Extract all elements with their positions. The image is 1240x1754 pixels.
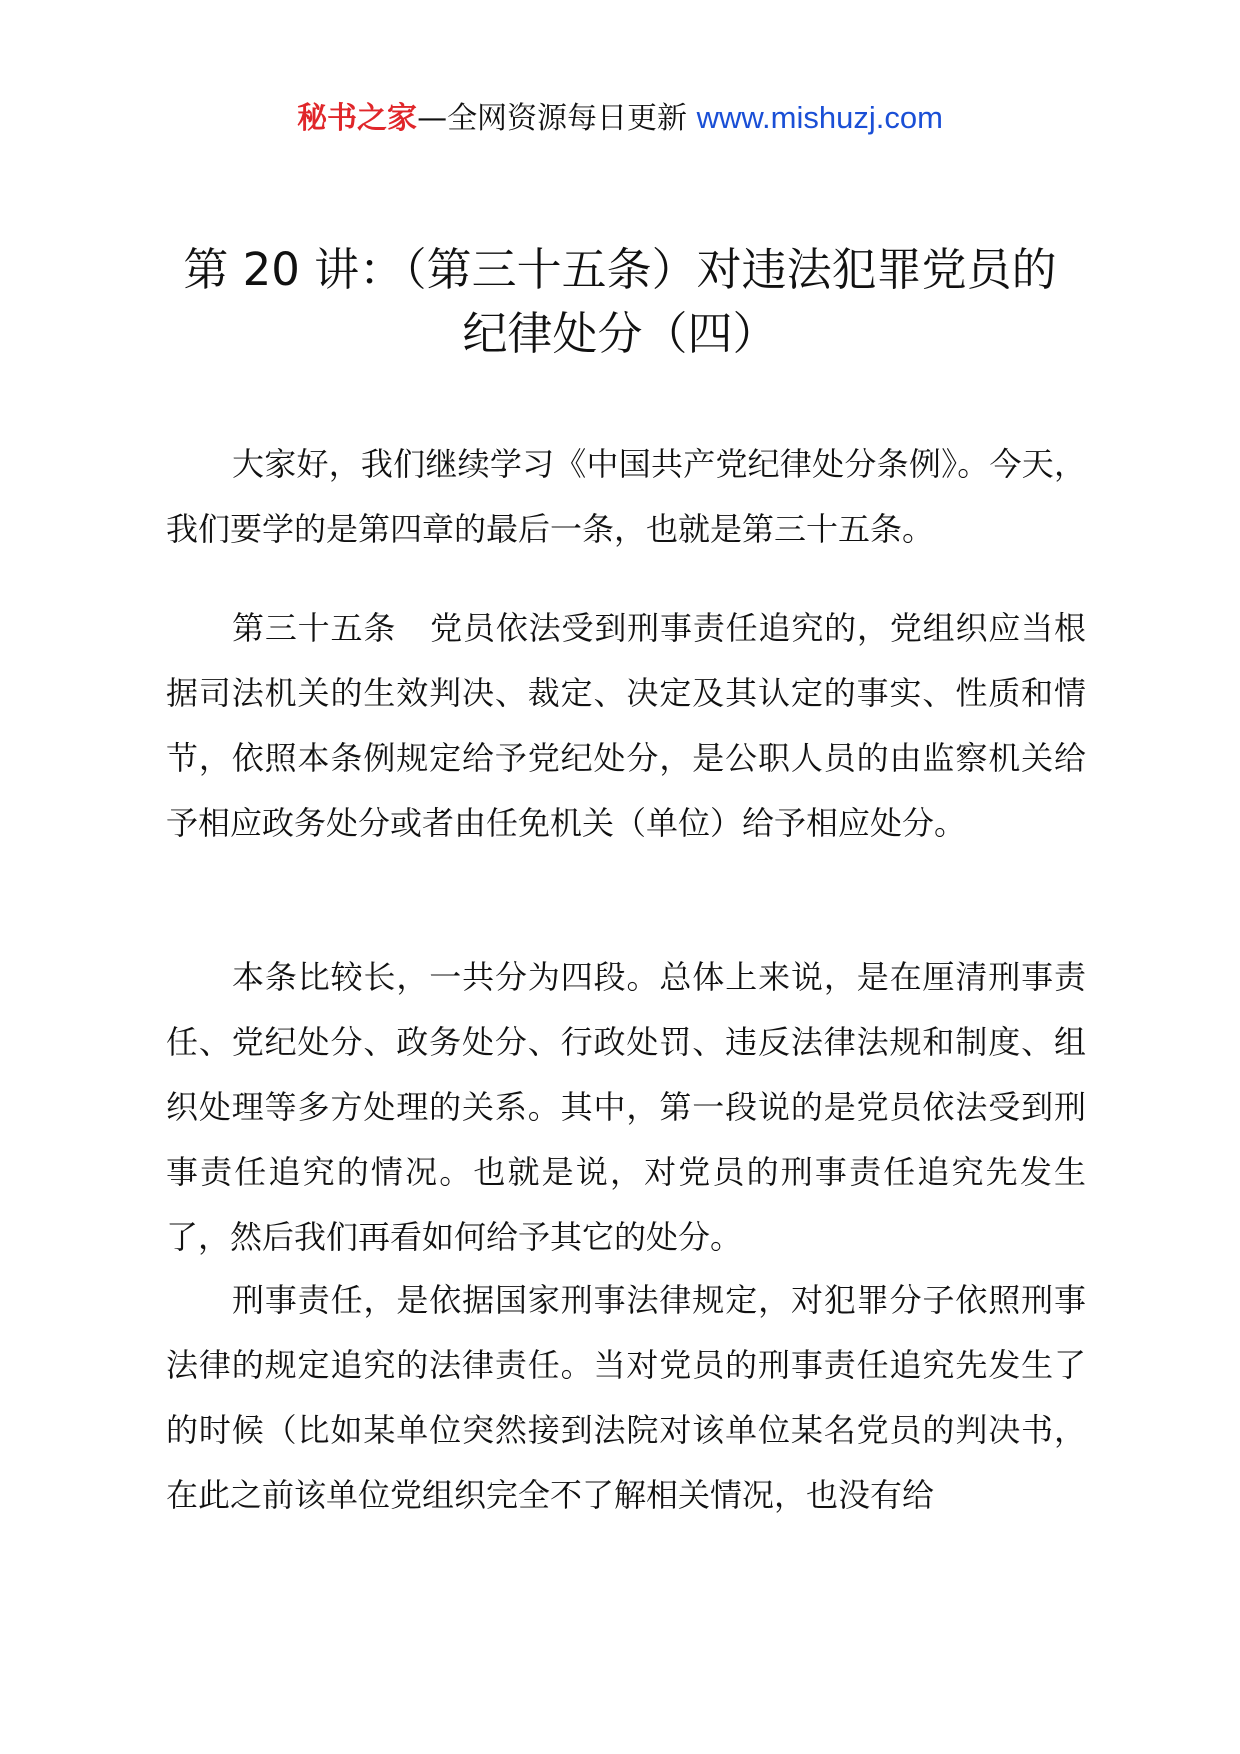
site-header	[0, 98, 1240, 139]
paragraph-overview	[166, 945, 1086, 1270]
document-title	[160, 238, 1080, 366]
article-quote	[166, 596, 1086, 856]
paragraph-intro	[166, 432, 1086, 562]
title-line-1: 第 20 讲：（第三十五条）对违法犯罪党员的	[183, 243, 1057, 296]
article-number: 第三十五条	[232, 609, 397, 647]
title-line-2: 纪律处分（四）	[462, 307, 778, 360]
paragraph-text: 本条比较长，一共分为四段。总体上来说，是在厘清刑事责任、党纪处分、政务处分、行政处罚、违反法律法规和制度、组织处理等多方处理的关系。其中，第一段说的是党员依法受到刑事责任追究的情况。也就是说，对党员的刑事责任追究先发生了，然后我们再看如何给予其它的处分。	[166, 958, 1086, 1256]
site-url[interactable]: www.mishuzj.com	[696, 100, 943, 135]
paragraph-text: 大家好，我们继续学习《中国共产党纪律处分条例》。今天，我们要学的是第四章的最后一条，也就是第三十五条。	[166, 445, 1086, 548]
site-tagline: —全网资源每日更新	[417, 101, 688, 136]
paragraph-criminal-liability	[166, 1268, 1086, 1528]
paragraph-text: 刑事责任，是依据国家刑事法律规定，对犯罪分子依照刑事法律的规定追究的法律责任。当对党员的刑事责任追究先发生了的时候（比如某单位突然接到法院对该单位某名党员的判决书，在此之前该单位党组织完全不了解相关情况，也没有给	[166, 1281, 1086, 1514]
site-brand: 秘书之家	[297, 101, 418, 136]
paragraph-article-35	[166, 596, 1086, 856]
article-text: 党员依法受到刑事责任追究的，党组织应当根据司法机关的生效判决、裁定、决定及其认定的事实、性质和情节，依照本条例规定给予党纪处分，是公职人员的由监察机关给予相应政务处分或者由任免机关（单位）给予相应处分。	[166, 609, 1086, 842]
